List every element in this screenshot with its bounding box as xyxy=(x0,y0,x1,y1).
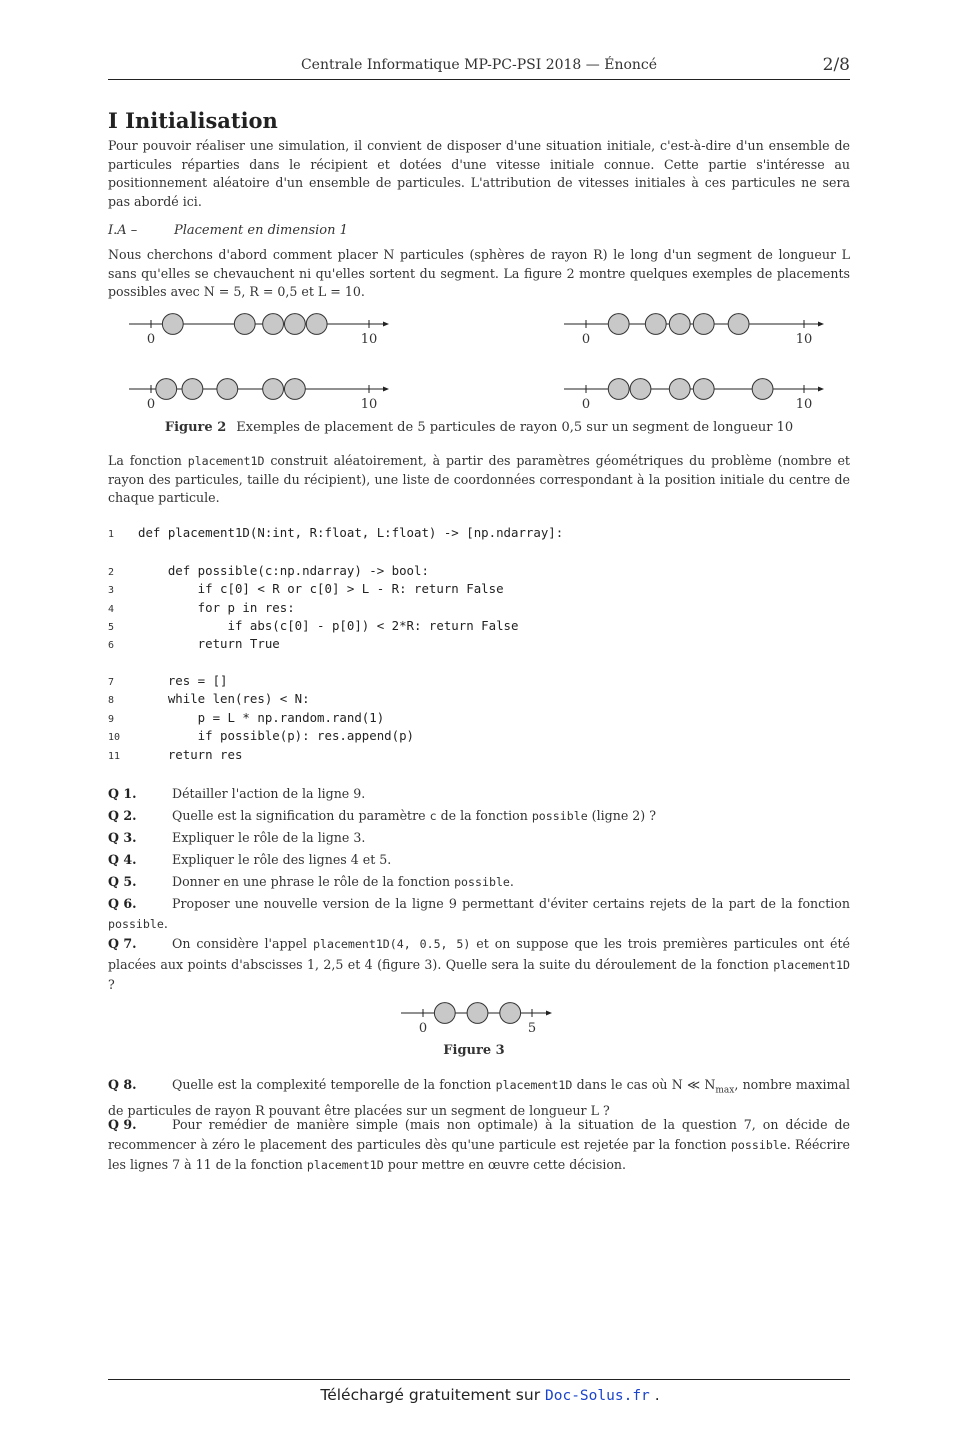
question-code: placement1D xyxy=(306,1158,384,1172)
question-label: Q 7. xyxy=(108,936,137,951)
code-line xyxy=(108,618,518,636)
code-text: if possible(p): res.append(p) xyxy=(138,728,415,743)
code-text: p = L * np.random.rand(1) xyxy=(138,710,385,725)
code-line xyxy=(108,563,429,581)
particle xyxy=(217,379,238,400)
question-label: Q 3. xyxy=(108,830,137,845)
subsection-paragraph: Nous cherchons d'abord comment placer N particules (sphères de rayon R) le long d'un segment de longueur L sans qu'elles se chevauchent ni qu'elles sortent du segment. La figure 2 montre quelques exemples de placements possibles avec N = 5, R = 0,5 et L = 10. xyxy=(108,247,850,299)
line-number: 4 xyxy=(108,604,115,615)
question-text: , nombre maximal de particules de rayon R pouvant être placées sur un segment de longueur L ? xyxy=(108,1077,850,1119)
question-text: . xyxy=(509,874,514,889)
particle xyxy=(608,379,629,400)
question-3 xyxy=(108,828,850,848)
question-text: de la fonction xyxy=(436,808,532,823)
subsection-title: Placement en dimension 1 xyxy=(174,223,348,238)
question-label: Q 5. xyxy=(108,874,137,889)
question-label: Q 6. xyxy=(108,896,137,911)
figure-2-caption-text: Exemples de placement de 5 particules de rayon 0,5 sur un segment de longueur 10 xyxy=(236,420,794,435)
tick-label: 0 xyxy=(418,1021,428,1036)
particle xyxy=(669,379,690,400)
particle xyxy=(630,379,651,400)
code-text: return True xyxy=(138,636,280,651)
line-number: 10 xyxy=(108,732,121,743)
question-text: Donner en une phrase le rôle de la fonction xyxy=(172,874,455,889)
code-text: while len(res) < N: xyxy=(138,691,310,706)
axis-arrowhead xyxy=(383,322,389,327)
figure-2-svg xyxy=(108,305,850,415)
code-text: for p in res: xyxy=(138,600,295,615)
question-code: possible xyxy=(108,916,164,931)
question-label: Q 9. xyxy=(108,1117,137,1132)
figure-2-label: Figure 2 xyxy=(164,420,227,435)
question-text: Détailler l'action de la ligne 9. xyxy=(172,786,366,801)
subsection-number: I.A – xyxy=(108,223,138,238)
axis-arrowhead xyxy=(818,387,824,392)
footer-link[interactable]: Doc-Solus.fr xyxy=(545,1388,650,1404)
code-line xyxy=(108,691,310,709)
tick-label: 0 xyxy=(581,332,591,347)
question-label: Q 4. xyxy=(108,852,137,867)
function-intro-text-end: construit aléatoirement, à partir des paramètres géométriques du problème (nombre et rayon des particules, taille du récipient), une liste de coordonnées correspondant à la position initiale du centre de chaque particule. xyxy=(108,453,850,505)
question-code: possible xyxy=(454,875,510,889)
figure-3 xyxy=(398,996,558,1036)
question-code: possible xyxy=(730,1137,787,1152)
particle xyxy=(728,314,749,335)
figure-3-label: Figure 3 xyxy=(443,1043,505,1058)
question-text: Quelle est la signification du paramètre xyxy=(172,808,430,823)
line-number: 1 xyxy=(108,529,115,540)
tick-label: 10 xyxy=(360,332,378,347)
line-number: 6 xyxy=(108,640,115,651)
figure-3-svg xyxy=(398,996,558,1036)
question-text: dans le cas où N ≪ N xyxy=(572,1077,716,1092)
question-code: c xyxy=(429,809,437,823)
tick-label: 10 xyxy=(795,397,813,412)
code-line xyxy=(108,673,228,691)
particle xyxy=(467,1003,488,1024)
question-5 xyxy=(108,872,850,893)
question-text: On considère l'appel xyxy=(172,936,313,951)
tick-label: 5 xyxy=(527,1021,537,1036)
question-label: Q 1. xyxy=(108,786,137,801)
particle xyxy=(306,314,327,335)
line-number: 11 xyxy=(108,751,121,762)
intro-paragraph: Pour pouvoir réaliser une simulation, il convient de disposer d'une situation initiale, c'est-à-dire d'un ensemble de particules réparties dans le récipient et dotées d'une vitesse initiale connue. Cette partie s'intéresse au positionnement aléatoire d'un ensemble de particules. L'attribution de vitesses initiales à ces particules ne sera pas abordé ici. xyxy=(108,138,850,209)
question-8 xyxy=(108,1075,850,1121)
axis-arrowhead xyxy=(818,322,824,327)
figure-2-caption xyxy=(108,420,850,435)
question-text: (ligne 2) ? xyxy=(587,808,656,823)
code-text: return res xyxy=(138,747,243,762)
header-title: Centrale Informatique MP-PC-PSI 2018 — Énoncé xyxy=(300,57,658,73)
particle xyxy=(608,314,629,335)
axis-arrowhead xyxy=(546,1011,552,1016)
footer-text: Téléchargé gratuitement sur xyxy=(320,1386,546,1404)
question-4 xyxy=(108,850,850,870)
page-number: 2/8 xyxy=(822,55,850,75)
line-number: 3 xyxy=(108,585,115,596)
particle xyxy=(752,379,773,400)
particle xyxy=(263,314,284,335)
code-line xyxy=(108,728,414,746)
particle xyxy=(434,1003,455,1024)
page-footer xyxy=(0,1386,980,1404)
code-line xyxy=(108,636,280,654)
particle xyxy=(669,314,690,335)
question-label: Q 8. xyxy=(108,1077,137,1092)
code-text: res = [] xyxy=(138,673,228,688)
code-line xyxy=(108,600,295,618)
question-text: pour mettre en œuvre cette décision. xyxy=(383,1157,627,1172)
figure-3-caption xyxy=(108,1043,850,1058)
question-code: placement1D(4, 0.5, 5) xyxy=(313,937,471,951)
question-text: Pour remédier de manière simple (mais non optimale) à la situation de la question 7, on décide de recommencer à zéro le placement des particules dès qu'une particule est rejetée par la fonction xyxy=(108,1117,850,1152)
particle xyxy=(263,379,284,400)
question-text: Expliquer le rôle de la ligne 3. xyxy=(172,830,366,845)
code-line xyxy=(108,525,563,543)
particle xyxy=(156,379,177,400)
function-intro xyxy=(108,452,850,508)
code-text: def placement1D(N:int, R:float, L:float) -> [np.ndarray]: xyxy=(138,525,564,540)
particle xyxy=(693,379,714,400)
question-1 xyxy=(108,784,850,804)
question-6 xyxy=(108,894,850,934)
question-label: Q 2. xyxy=(108,808,137,823)
particle xyxy=(284,379,305,400)
particle xyxy=(234,314,255,335)
question-text: et on suppose que les trois premières particules ont été placées aux points d'abscisses 1, 2,5 et 4 (figure 3). Quelle sera la suite du déroulement de la fonction xyxy=(108,936,850,972)
question-2 xyxy=(108,806,850,827)
line-number: 5 xyxy=(108,622,115,633)
tick-label: 0 xyxy=(146,332,156,347)
tick-label: 0 xyxy=(146,397,156,412)
particle xyxy=(284,314,305,335)
particle xyxy=(182,379,203,400)
question-text: . xyxy=(163,915,168,931)
code-line xyxy=(108,581,504,599)
page-header xyxy=(108,55,850,80)
question-text: Proposer une nouvelle version de la ligne 9 permettant d'éviter certains rejets de la part de la fonction xyxy=(172,896,850,911)
axis-arrowhead xyxy=(383,387,389,392)
line-number: 8 xyxy=(108,695,115,706)
figure-2 xyxy=(108,305,850,415)
subsection-heading xyxy=(108,223,348,238)
section-title: I Initialisation xyxy=(108,108,278,133)
question-code: placement1D xyxy=(773,957,850,972)
particle xyxy=(162,314,183,335)
footer-text-end: . xyxy=(649,1386,660,1404)
question-9 xyxy=(108,1115,850,1176)
function-intro-text: La fonction xyxy=(108,453,188,468)
tick-label: 10 xyxy=(795,332,813,347)
particle xyxy=(693,314,714,335)
tick-label: 10 xyxy=(360,397,378,412)
code-text: if c[0] < R or c[0] > L - R: return False xyxy=(138,581,504,596)
code-line xyxy=(108,710,384,728)
footer-divider xyxy=(108,1379,850,1380)
tick-label: 0 xyxy=(581,397,591,412)
question-code: possible xyxy=(531,809,588,823)
line-number: 2 xyxy=(108,567,115,578)
function-name: placement1D xyxy=(187,454,265,468)
question-text: . Réécrire les lignes 7 à 11 de la fonction xyxy=(108,1136,850,1172)
particle xyxy=(500,1003,521,1024)
code-line xyxy=(108,747,242,765)
line-number: 9 xyxy=(108,714,115,725)
code-text: def possible(c:np.ndarray) -> bool: xyxy=(138,563,429,578)
question-text: Expliquer le rôle des lignes 4 et 5. xyxy=(172,852,392,867)
question-text: ? xyxy=(108,977,115,992)
question-7 xyxy=(108,934,850,995)
question-code: placement1D xyxy=(495,1078,573,1092)
question-subscript: max xyxy=(715,1085,735,1096)
line-number: 7 xyxy=(108,677,115,688)
question-text: Quelle est la complexité temporelle de la fonction xyxy=(172,1077,496,1092)
particle xyxy=(645,314,666,335)
code-text: if abs(c[0] - p[0]) < 2*R: return False xyxy=(138,618,519,633)
